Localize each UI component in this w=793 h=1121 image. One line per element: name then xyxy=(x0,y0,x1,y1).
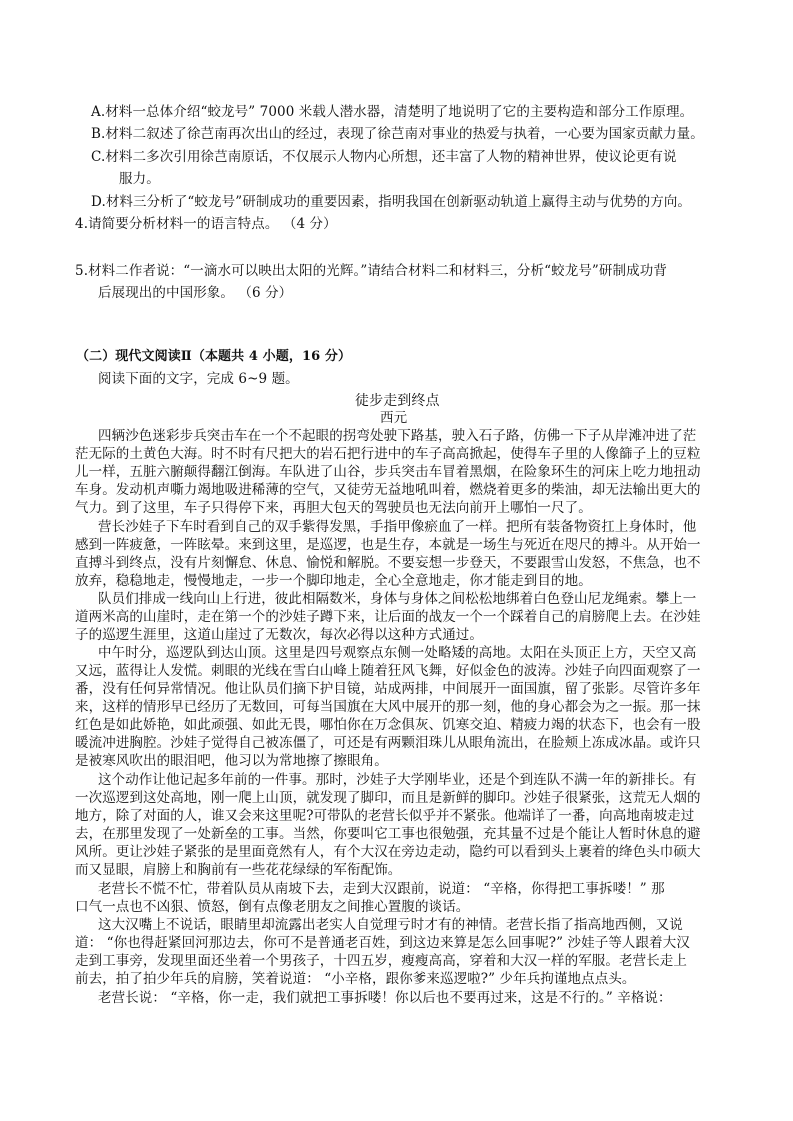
body-line: 口气一点也不凶狠、愤怒，倒有点像老朋友之间推心置腹的谈话。 xyxy=(75,899,470,915)
body-line: 一次巡逻到这处高地，刚一爬上山顶，就发现了脚印，而且是新鲜的脚印。沙娃子很紧张，这荒无人烟的 xyxy=(75,790,701,806)
section-heading: （二）现代文阅读Ⅱ（本题共 4 小题，16 分） xyxy=(76,349,352,364)
body-line: 红色是如此娇艳，如此顽强、如此无畏，哪怕你在万念俱灰、饥寒交迫、精疲力竭的状态下，也会有一股 xyxy=(75,717,701,733)
question-5-line-1: 5.材料二作者说：“一滴水可以映出太阳的光辉。”请结合材料二和材料三，分析“蛟龙号”研制成功背 xyxy=(75,263,667,279)
body-line: 去，在那里发现了一处新垒的工事。当然，你要叫它工事也很勉强，充其量不过是个能让人暂时休息的避 xyxy=(75,826,701,842)
body-line: 气力。到了这里，车子只得停下来，再胆大包天的驾驶员也无法向前开上哪怕一尺了。 xyxy=(75,500,592,516)
body-line: 营长沙娃子下车时看到自己的双手紫得发黑，手指甲像瘀血了一样。把所有装备物资扛上身体时，他 xyxy=(98,519,697,535)
body-line: 这个动作让他记起多年前的一件事。那时，沙娃子大学刚毕业，还是个到连队不满一年的新排长。有 xyxy=(98,772,697,788)
body-line: 老营长说： “辛格，你一走，我们就把工事拆喽！你以后也不要再过来，这是不行的。” 辛格说： xyxy=(98,990,672,1006)
body-line: 是被寒风吹出的眼泪吧，他习以为常地擦了擦眼角。 xyxy=(75,753,388,769)
body-line: 队员们排成一线向山上行进，彼此相隔数米，身体与身体之间松松地绑着白色登山尼龙绳索。攀上一 xyxy=(98,591,697,607)
body-line: 子的巡逻生涯里，这道山崖过了无数次，每次必得以这种方式通过。 xyxy=(75,627,483,643)
body-line: 暖流冲进胸腔。沙娃子觉得自己被冻僵了，可还是有两颗泪珠儿从眼角流出，在脸颊上冻成冰晶。或许只 xyxy=(75,735,701,751)
body-line: 而又显眼，肩膀上和胸前有一些花花绿绿的军衔配饰。 xyxy=(75,862,402,878)
article-author: 西元 xyxy=(380,410,408,426)
body-line: 中午时分，巡逻队到达山顶。这里是四号观察点东侧一处略矮的高地。太阳在头顶正上方，天空又高 xyxy=(98,645,697,661)
body-line: 感到一阵疲惫，一阵眩晕。来到这里，是巡逻，也是生存，本就是一场生与死近在咫尺的搏斗。从开始一 xyxy=(75,537,701,553)
body-line: 风所。更让沙娃子紧张的是里面竟然有人，有个大汉在旁边走动，隐约可以看到头上裹着的绛色头巾硕大 xyxy=(75,844,701,860)
body-line: 走到工事旁，发现里面还坐着一个男孩子，十四五岁，瘦瘦高高，穿着和大汉一样的军服。老营长走上 xyxy=(75,953,687,969)
body-line: 又远，蓝得让人发慌。刺眼的光线在雪白山峰上随着狂风飞舞，好似金色的波涛。沙娃子向四面观察了一 xyxy=(75,663,701,679)
body-line: 番，没有任何异常情况。他让队员们摘下护目镜，站成两排，中间展开一面国旗，留了张影。尽管许多年 xyxy=(75,681,701,697)
body-line: 放弃，稳稳地走，慢慢地走，一步一个脚印地走，全心全意地走，你才能走到目的地。 xyxy=(75,573,592,589)
body-line: 道： “你也得赶紧回河那边去，你可不是普通老百姓，到这边来算是怎么回事呢?” 沙娃子等人跟着大汉 xyxy=(75,935,690,951)
question-5-line-2: 后展现出的中国形象。 （6 分） xyxy=(98,285,293,301)
option-d: D.材料三分析了“蛟龙号”研制成功的重要因素，指明我国在创新驱动轨道上赢得主动与优势的方向。 xyxy=(91,194,692,210)
option-c-line-2: 服力。 xyxy=(119,171,160,187)
body-line: 老营长不慌不忙，带着队员从南坡下去，走到大汉跟前，说道： “辛格，你得把工事拆喽！” 那 xyxy=(98,881,665,897)
body-line: 车身。发动机声嘶力竭地吸进稀薄的空气，又徒劳无益地吼叫着，燃烧着更多的柴油，却无法输出更大的 xyxy=(75,482,701,498)
body-line: 道两米高的山崖时，走在第一个的沙娃子蹲下来，让后面的战友一个一个踩着自己的肩膀爬上去。在沙娃 xyxy=(75,609,701,625)
body-line: 四辆沙色迷彩步兵突击车在一个不起眼的拐弯处驶下路基，驶入石子路，仿佛一下子从岸滩冲进了茫 xyxy=(98,428,697,444)
body-line: 儿一样，五脏六腑颠得翻江倒海。车队进了山谷，步兵突击车冒着黑烟，在险象环生的河床上吃力地扭动 xyxy=(75,464,701,480)
body-line: 这大汉嘴上不说话，眼睛里却流露出老实人自觉理亏时才有的神情。老营长指了指高地西侧，又说 xyxy=(98,917,683,933)
article-title: 徒步走到终点 xyxy=(355,393,440,409)
option-a: A.材料一总体介绍“蛟龙号” 7000 米载人潜水器，清楚明了地说明了它的主要构造和部分工作原理。 xyxy=(91,104,694,120)
option-b: B.材料二叙述了徐芑南再次出山的经过，表现了徐芑南对事业的热爱与执着，一心要为国家贡献力量。 xyxy=(91,126,704,142)
question-4: 4.请简要分析材料一的语言特点。 （4 分） xyxy=(75,216,337,232)
instruction: 阅读下面的文字，完成 6~9 题。 xyxy=(98,371,299,387)
body-line: 地方，除了对面的人，谁又会来这里呢?可带队的老营长似乎并不紧张。他端详了一番，向高地南坡走过 xyxy=(75,808,695,824)
body-line: 来，这样的情形早已经历了无数回，可每当国旗在大风中展开的那一刻，他的身心都会为之一振。那一抹 xyxy=(75,699,701,715)
body-line: 直搏斗到终点，没有片刻懈怠、休息、愉悦和解脱。不要妄想一步登天，不要跟雪山发怒，不焦急，也不 xyxy=(75,555,701,571)
body-line: 茫无际的土黄色大海。时不时有尺把大的岩石把行进中的车子高高掀起，使得车子里的人像篩子上的豆粒 xyxy=(75,446,701,462)
option-c-line-1: C.材料二多次引用徐芑南原话，不仅展示人物内心所想，还丰富了人物的精神世界，使议论更有说 xyxy=(91,149,677,165)
body-line: 前去，拍了拍少年兵的肩膀，笑着说道： “小辛格，跟你爹来巡逻啦?” 少年兵拘谨地点点头。 xyxy=(75,971,636,987)
